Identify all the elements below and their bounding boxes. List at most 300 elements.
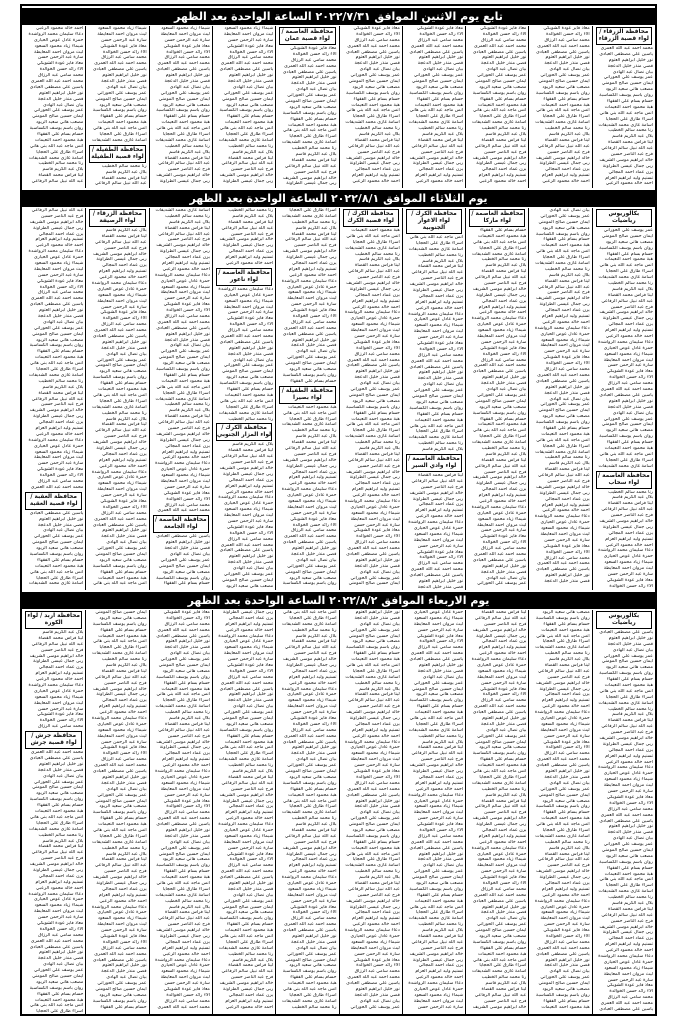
candidate-name: محمد سامي عبد الرزاق xyxy=(354,540,400,546)
candidate-name: اسامة غازي محمد الشديفات xyxy=(218,757,274,763)
candidate-name: ليث مروان احمد المعايطة xyxy=(160,786,210,792)
candidate-name: احمد خالد محمود الزعبي xyxy=(36,885,84,891)
candidate-name: لينا فراس محمد القضاة xyxy=(481,987,527,992)
candidate-name: معاذ فايز عودة الشوبكي xyxy=(416,549,464,555)
candidate-name: احمد خالد محمود الزعبي xyxy=(162,763,210,769)
candidate-name: شيماء زياد محمود السعود xyxy=(34,261,84,267)
candidate-name: ليث مروان احمد المعايطة xyxy=(603,971,653,977)
candidate-name: خالد ابراهيم موسى الشريف xyxy=(282,845,337,851)
candidate-name: مصعب هاني سعيد الزيود xyxy=(99,369,147,375)
candidate-name: حمزة عادل عوض الحياري xyxy=(413,525,464,531)
candidate-name: شيماء زياد محمود السعود xyxy=(604,351,653,357)
candidate-name: اسامة غازي محمد الشديفات xyxy=(471,251,527,257)
candidate-name: دعاء سليمان محمد الرواشدة xyxy=(155,272,210,278)
candidate-name: عبد الله نبيل سالم الرفاعي xyxy=(538,143,590,149)
candidate-name: معاذ فايز عودة الشوبكي xyxy=(226,851,274,857)
candidate-name: سارة عبد الرحمن حسن xyxy=(354,522,400,528)
candidate-name: عمر يوسف علي الحوراني xyxy=(350,627,400,633)
candidate-name: انس ماجد عبد الله بني هاني xyxy=(346,108,400,114)
candidate-name: ليث مروان احمد المعايطة xyxy=(477,522,527,528)
candidate-name: رنا محمد سالم الخطيب xyxy=(38,161,84,167)
candidate-name: قصي منذر خليل الدعجة xyxy=(544,774,590,780)
candidate-name: ربى جمال عيسى الطراونة xyxy=(159,249,210,255)
candidate-name: بيان نضال عبد الهادي xyxy=(233,84,274,90)
candidate-name: اسراء طارق علي الحجايا xyxy=(479,245,527,251)
candidate-name: روان باسم يوسف الكساسبة xyxy=(282,372,337,378)
candidate-name: ليث مروان احمد المعايطة xyxy=(34,49,84,55)
candidate-name: سارة عبد الرحمن حسن xyxy=(291,510,337,516)
candidate-name: بيان نضال عبد الهادي xyxy=(549,780,590,786)
candidate-name: رنا محمد سالم الخطيب xyxy=(608,489,653,495)
candidate-name: ياسين علي مصطفى العبادي xyxy=(219,548,274,554)
candidate-name: آلاء رائد حسن الخوالدة xyxy=(103,751,147,757)
candidate-name: ربى جمال عيسى الطراونة xyxy=(286,663,337,669)
candidate-name: اسراء طارق علي الحجايا xyxy=(162,886,210,892)
candidate-name: آلاء رائد حسن الخوالدة xyxy=(166,496,210,502)
candidate-name: روان باسم يوسف الكساسبة xyxy=(282,581,337,587)
candidate-name: هبة محمود احمد النعيمات xyxy=(98,822,147,828)
candidate-name: خالد ابراهيم موسى الشريف xyxy=(536,484,590,490)
candidate-name: آلاء رائد حسن الخوالدة xyxy=(546,745,590,751)
candidate-name: بيان نضال عبد الهادي xyxy=(486,67,527,73)
candidate-name: ايمان حسين صالح المومني xyxy=(348,822,400,828)
candidate-name: ربى جمال عيسى الطراونة xyxy=(96,880,147,886)
candidate-name: انس ماجد عبد الله بني هاني xyxy=(409,716,464,722)
candidate-name: انس ماجد عبد الله بني هاني xyxy=(599,451,653,457)
candidate-name: شيماء زياد محمود السعود xyxy=(351,510,400,516)
candidate-name: مصعب هاني سعيد الزيود xyxy=(605,665,653,671)
candidate-name: رنا محمد سالم الخطيب xyxy=(481,257,527,263)
name-column xyxy=(85,26,148,188)
candidate-name: ربى جمال عيسى الطراونة xyxy=(412,957,464,963)
candidate-name: ايمان حسين صالح المومني xyxy=(475,398,527,404)
candidate-name: عبد الله نبيل سالم الرفاعي xyxy=(94,181,147,187)
candidate-name: اسراء طارق علي الحجايا xyxy=(605,883,653,889)
candidate-name: مصعب هاني سعيد الزيود xyxy=(162,361,210,367)
candidate-name: شيماء زياد محمود السعود xyxy=(477,857,527,863)
candidate-name: روان باسم يوسف الكساسبة xyxy=(472,90,527,96)
candidate-name: محمد احمد عبد الله العمري xyxy=(220,334,274,340)
candidate-name: رنا محمد سالم الخطيب xyxy=(355,869,400,875)
candidate-name: يزن عماد احمد المجالي xyxy=(102,263,147,269)
candidate-name: ليث مروان احمد المعايطة xyxy=(97,922,147,928)
candidate-name: بيان نضال عبد الهادي xyxy=(296,757,337,763)
candidate-name: اسراء طارق علي الحجايا xyxy=(416,114,464,120)
candidate-name: قصي منذر خليل الدعجة xyxy=(101,969,147,975)
candidate-name: ايمان حسين صالح المومني xyxy=(285,769,337,775)
candidate-name: بيان نضال عبد الهادي xyxy=(106,540,147,546)
candidate-name: معاذ فايز عودة الشوبكي xyxy=(100,498,147,504)
candidate-name: ليث مروان احمد المعايطة xyxy=(540,531,590,537)
candidate-name: حمزة عادل عوض الحياري xyxy=(97,910,147,916)
candidate-name: رنا محمد سالم الخطيب xyxy=(101,163,147,169)
candidate-name: اسامة غازي محمد الشديفات xyxy=(598,122,653,128)
candidate-name: ربى جمال عيسى الطراونة xyxy=(476,481,527,487)
candidate-name: ياسين علي مصطفى العبادي xyxy=(599,1007,653,1012)
candidate-name: خالد ابراهيم موسى الشريف xyxy=(599,310,653,316)
candidate-name: محمد سامي عبد الرزاق xyxy=(101,757,147,763)
candidate-name: نور خليل ابراهيم العتوم xyxy=(165,540,210,546)
candidate-name: بيان نضال عبد الهادي xyxy=(486,575,527,581)
candidate-name: لينا فراس محمد القضاة xyxy=(481,610,527,615)
candidate-name: رنا محمد سالم الخطيب xyxy=(291,1004,337,1010)
candidate-name: احمد خالد محمود الزعبي xyxy=(225,489,274,495)
candidate-name: ليث مروان احمد المعايطة xyxy=(413,810,464,816)
candidate-name: فرح عبد الناصر حسين xyxy=(104,434,147,440)
candidate-name: رنا محمد سالم الخطيب xyxy=(291,627,337,633)
candidate-name: عمر يوسف علي الحوراني xyxy=(34,534,84,540)
candidate-name: لينا فراس محمد القضاة xyxy=(354,880,400,886)
candidate-name: انس ماجد عبد الله بني هاني xyxy=(599,688,653,694)
candidate-name: معاذ فايز عودة الشوبكي xyxy=(606,983,653,989)
candidate-name: احمد خالد محمود الزعبي xyxy=(352,733,400,739)
district-header: محافظة العقبة / لواء قصبة العقبة xyxy=(25,492,82,510)
candidate-name: لينا فراس محمد القضاة xyxy=(101,175,147,181)
candidate-name: لينا فراس محمد القضاة xyxy=(165,910,210,916)
candidate-name: فرح عبد الناصر حسين xyxy=(547,674,590,680)
candidate-name: محمد احمد عبد الله العمري xyxy=(347,786,400,792)
candidate-name: يزن عماد احمد المجالي xyxy=(418,167,464,173)
candidate-name: سارة عبد الرحمن حسن xyxy=(37,706,84,712)
candidate-name: ربى جمال عيسى الطراونة xyxy=(602,524,653,530)
candidate-name: يزن عماد احمد المجالي xyxy=(38,873,84,879)
candidate-name: انس ماجد عبد الله بني هاني xyxy=(283,410,337,416)
candidate-name: بيان نضال عبد الهادي xyxy=(169,839,210,845)
candidate-name: قصي منذر خليل الدعجة xyxy=(607,63,653,69)
candidate-name: سارة عبد الرحمن حسن xyxy=(101,304,147,310)
candidate-name: ياسين علي مصطفى العبادي xyxy=(282,739,337,745)
name-column xyxy=(22,208,85,590)
candidate-name: تسنيم وليد ابراهيم العزام xyxy=(225,255,274,261)
candidate-name: شيماء زياد محمود السعود xyxy=(224,298,274,304)
candidate-name: ربى جمال عيسى الطراونة xyxy=(33,414,84,420)
candidate-name: هبة محمود احمد النعيمات xyxy=(478,763,527,769)
candidate-name: عبد الله نبيل سالم الرفاعي xyxy=(601,298,653,304)
candidate-name: حسام بسام علي الفقهاء xyxy=(37,349,84,355)
candidate-name: تسنيم وليد ابراهيم العزام xyxy=(225,483,274,489)
candidate-name: حمزة عادل عوض الحياري xyxy=(350,745,400,751)
candidate-name: روان باسم يوسف الكساسبة xyxy=(346,90,400,96)
candidate-name: روان باسم يوسف الكساسبة xyxy=(156,863,210,869)
day-banner-wednesday: يوم الاربعاء الموافق ٢٠٢٢/٨/٢ الساعة الواحدة بعد الظهر xyxy=(22,592,655,609)
candidate-name: معاذ فايز عودة الشوبكي xyxy=(353,957,400,963)
candidate-name: عمر يوسف علي الحوراني xyxy=(97,792,147,798)
candidate-name: حسام بسام علي الفقهاء xyxy=(226,114,274,120)
candidate-name: ايمان حسين صالح المومني xyxy=(348,633,400,639)
candidate-name: ايمان حسين صالح المومني xyxy=(95,798,147,804)
candidate-name: بيان نضال عبد الهادي xyxy=(549,67,590,73)
name-column xyxy=(592,26,655,188)
candidate-name: احمد خالد محمود الزعبي xyxy=(162,951,210,957)
candidate-name: حمزة عادل عوض الحياري xyxy=(287,493,337,499)
candidate-name: معاذ فايز عودة الشوبكي xyxy=(416,822,464,828)
candidate-name: بيان نضال عبد الهادي xyxy=(106,786,147,792)
candidate-name: سارة عبد الرحمن حسن xyxy=(227,310,274,316)
candidate-name: اسراء طارق علي الحجايا xyxy=(36,1009,84,1014)
candidate-name: ربى جمال عيسى الطراونة xyxy=(222,243,274,249)
candidate-name: بيان نضال عبد الهادي xyxy=(106,84,147,90)
candidate-name: قصي منذر خليل الدعجة xyxy=(101,780,147,786)
candidate-name: عمر يوسف علي الحوراني xyxy=(160,657,210,663)
candidate-name: آلاء رائد حسن الخوالدة xyxy=(482,692,527,698)
candidate-name: قصي منذر خليل الدعجة xyxy=(544,390,590,396)
candidate-name: آلاء رائد حسن الخوالدة xyxy=(356,345,400,351)
candidate-name: رنا محمد سالم الخطيب xyxy=(355,126,400,132)
candidate-name: روان باسم يوسف الكساسبة xyxy=(92,998,147,1004)
candidate-name: مصعب هاني سعيد الزيود xyxy=(352,827,400,833)
candidate-name: خالد ابراهيم موسى الشريف xyxy=(472,286,527,292)
candidate-name: عمر يوسف علي الحوراني xyxy=(477,392,527,398)
candidate-name: بلال عبد الكريم قاسم xyxy=(612,495,653,501)
candidate-name: بلال عبد الكريم قاسم xyxy=(485,792,527,798)
candidate-name: هبة محمود احمد النعيمات xyxy=(604,683,653,689)
candidate-name: سارة عبد الرحمن حسن xyxy=(354,334,400,340)
candidate-name: رنا محمد سالم الخطيب xyxy=(481,786,527,792)
candidate-name: لينا فراس محمد القضاة xyxy=(544,663,590,669)
candidate-name: تسنيم وليد ابراهيم العزام xyxy=(605,942,653,948)
candidate-name: سارة عبد الرحمن حسن xyxy=(417,816,464,822)
candidate-name: ليث مروان احمد المعايطة xyxy=(350,516,400,522)
candidate-name: روان باسم يوسف الكساسبة xyxy=(599,671,653,677)
candidate-name: بلال عبد الكريم قاسم xyxy=(548,272,590,278)
candidate-name: احمد خالد محمود الزعبي xyxy=(479,310,527,316)
candidate-name: حسام بسام علي الفقهاء xyxy=(416,411,464,417)
candidate-name: اسراء طارق علي الحجايا xyxy=(479,434,527,440)
candidate-name: قصي منذر خليل الدعجة xyxy=(354,804,400,810)
candidate-name: خالد ابراهيم موسى الشريف xyxy=(29,408,84,414)
candidate-name: حسام بسام علي الفقهاء xyxy=(543,425,590,431)
candidate-name: لينا فراس محمد القضاة xyxy=(291,440,337,446)
candidate-name: اسراء طارق علي الحجايا xyxy=(99,398,147,404)
candidate-name: آلاء رائد حسن الخوالدة xyxy=(229,668,274,674)
candidate-name: روان باسم يوسف الكساسبة xyxy=(92,375,147,381)
candidate-name: ياسين علي مصطفى العبادي xyxy=(219,875,274,881)
candidate-name: احمد خالد محمود الزعبي xyxy=(289,272,337,278)
candidate-name: محمد سامي عبد الرزاق xyxy=(544,751,590,757)
candidate-name: روان باسم يوسف الكساسبة xyxy=(92,810,147,816)
candidate-name: يزن عماد احمد المجالي xyxy=(355,292,400,298)
candidate-name: روان باسم يوسف الكساسبة xyxy=(599,245,653,251)
candidate-name: ربى جمال عيسى الطراونة xyxy=(349,161,400,167)
candidate-name: بلال عبد الكريم قاسم xyxy=(612,712,653,718)
candidate-name: حمزة عادل عوض الحياري xyxy=(34,443,84,449)
candidate-name: ليث مروان احمد المعايطة xyxy=(97,487,147,493)
candidate-name: محمد سامي عبد الرزاق xyxy=(38,932,84,938)
candidate-name: تسنيم وليد ابراهيم العزام xyxy=(478,304,527,310)
candidate-name: حمزة عادل عوض الحياري xyxy=(603,554,653,560)
candidate-name: اسراء طارق علي الحجايا xyxy=(352,428,400,434)
candidate-name: ربى جمال عيسى الطراونة xyxy=(96,445,147,451)
candidate-name: سارة عبد الرحمن حسن xyxy=(607,363,653,369)
candidate-name: عبد الله نبيل سالم الرفاعي xyxy=(31,179,84,185)
candidate-name: ليث مروان احمد المعايطة xyxy=(413,621,464,627)
candidate-name: روان باسم يوسف الكساسبة xyxy=(156,575,210,581)
candidate-name: لينا فراس محمد القضاة xyxy=(481,137,527,143)
candidate-name: ياسين علي مصطفى العبادي xyxy=(346,981,400,987)
candidate-name: خالد ابراهيم موسى الشريف xyxy=(472,155,527,161)
candidate-name: اسامة غازي محمد الشديفات xyxy=(28,581,84,587)
candidate-name: ياسين علي مصطفى العبادي xyxy=(599,630,653,635)
candidate-name: عمر يوسف علي الحوراني xyxy=(287,763,337,769)
candidate-name: دعاء سليمان محمد الرواشدة xyxy=(28,31,84,37)
candidate-name: روان باسم يوسف الكساسبة xyxy=(92,621,147,627)
candidate-name: رنا محمد سالم الخطيب xyxy=(165,710,210,716)
candidate-name: هبة محمود احمد النعيمات xyxy=(541,627,590,633)
candidate-name: بلال عبد الكريم قاسم xyxy=(295,152,337,158)
candidate-name: ياسين علي مصطفى العبادي xyxy=(282,331,337,337)
candidate-name: ايمان حسين صالح المومني xyxy=(411,875,464,881)
candidate-name: حسام بسام علي الفقهاء xyxy=(100,627,147,633)
candidate-name: يزن عماد احمد المجالي xyxy=(228,992,274,998)
candidate-name: ايمان حسين صالح المومني xyxy=(221,716,274,722)
candidate-name: رنا محمد سالم الخطيب xyxy=(544,651,590,657)
candidate-name: فرح عبد الناصر حسين xyxy=(230,231,274,237)
name-column xyxy=(339,26,402,188)
candidate-name: محمد سامي عبد الرزاق xyxy=(544,939,590,945)
candidate-name: آلاء رائد حسن الخوالدة xyxy=(419,639,464,645)
candidate-name: حمزة عادل عوض الحياري xyxy=(350,933,400,939)
candidate-name: بلال عبد الكريم قاسم xyxy=(358,257,400,263)
candidate-name: بيان نضال عبد الهادي xyxy=(612,836,653,842)
candidate-name: بيان نضال عبد الهادي xyxy=(233,566,274,572)
candidate-name: انس ماجد عبد الله بني هاني xyxy=(156,880,210,886)
candidate-name: ياسين علي مصطفى العبادي xyxy=(219,339,274,345)
candidate-name: حمزة عادل عوض الحياري xyxy=(603,771,653,777)
candidate-name: اسراء طارق علي الحجايا xyxy=(36,149,84,155)
candidate-name: اسامة غازي محمد الشديفات xyxy=(92,839,147,845)
candidate-name: عبد الله نبيل سالم الرفاعي xyxy=(94,239,147,245)
candidate-name: عمر يوسف علي الحوراني xyxy=(287,355,337,361)
candidate-name: محمد سامي عبد الرزاق xyxy=(607,381,653,387)
candidate-name: معاذ فايز عودة الشوبكي xyxy=(163,43,210,49)
candidate-name: مصعب هاني سعيد الزيود xyxy=(162,668,210,674)
candidate-name: هبة محمود احمد النعيمات xyxy=(98,387,147,393)
candidate-name: هبة محمود احمد النعيمات xyxy=(224,739,274,745)
candidate-name: معاذ فايز عودة الشوبكي xyxy=(353,528,400,534)
candidate-name: عمر يوسف علي الحوراني xyxy=(223,363,274,369)
candidate-name: آلاء رائد حسن الخوالدة xyxy=(546,933,590,939)
candidate-name: عمر يوسف علي الحوراني xyxy=(603,416,653,422)
candidate-name: روان باسم يوسف الكساسبة xyxy=(535,420,590,426)
candidate-name: آلاء رائد حسن الخوالدة xyxy=(546,31,590,37)
candidate-name: شيماء زياد محمود السعود xyxy=(224,507,274,513)
candidate-name: حسام بسام علي الفقهاء xyxy=(100,569,147,575)
candidate-name: نور خليل ابراهيم العتوم xyxy=(482,563,527,569)
candidate-name: معاذ فايز عودة الشوبكي xyxy=(163,987,210,992)
name-column xyxy=(22,26,85,188)
candidate-name: روان باسم يوسف الكساسبة xyxy=(29,551,84,557)
candidate-name: حسام بسام علي الفقهاء xyxy=(543,621,590,627)
candidate-name: تسنيم وليد ابراهيم العزام xyxy=(415,173,464,179)
candidate-name: بيان نضال عبد الهادي xyxy=(43,319,84,325)
candidate-name: حمزة عادل عوض الحياري xyxy=(413,798,464,804)
candidate-name: تسنيم وليد ابراهيم العزام xyxy=(478,493,527,499)
candidate-name: معاذ فايز عودة الشوبكي xyxy=(543,26,590,31)
candidate-name: احمد خالد محمود الزعبي xyxy=(99,898,147,904)
candidate-name: حمزة عادل عوض الحياري xyxy=(413,317,464,323)
candidate-name: محمد احمد عبد الله العمري xyxy=(410,43,464,49)
candidate-name: محمد احمد عبد الله العمري xyxy=(537,372,590,378)
candidate-name: خالد ابراهيم موسى الشريف xyxy=(156,739,210,745)
candidate-name: بلال عبد الكريم قاسم xyxy=(485,132,527,138)
candidate-name: احمد خالد محمود الزعبي xyxy=(542,319,590,325)
candidate-name: ياسين علي مصطفى العبادي xyxy=(93,957,147,963)
candidate-name: مصعب هاني سعيد الزيود xyxy=(352,84,400,90)
candidate-name: آلاء رائد حسن الخوالدة xyxy=(609,375,653,381)
candidate-name: ليث مروان احمد المعايطة xyxy=(350,328,400,334)
candidate-name: مصعب هاني سعيد الزيود xyxy=(225,375,274,381)
candidate-name: اسراء طارق علي الحجايا xyxy=(416,429,464,435)
candidate-name: اسراء طارق علي الحجايا xyxy=(352,239,400,245)
candidate-name: انس ماجد عبد الله بني هاني xyxy=(156,126,210,132)
candidate-name: فرح عبد الناصر حسين xyxy=(104,680,147,686)
candidate-name: قصي منذر خليل الدعجة xyxy=(101,534,147,540)
candidate-name: يزن عماد احمد المجالي xyxy=(165,751,210,757)
candidate-name: هبة محمود احمد النعيمات xyxy=(288,122,337,128)
candidate-name: محمد احمد عبد الله العمري xyxy=(537,945,590,951)
candidate-name: بلال عبد الكريم قاسم xyxy=(232,442,274,448)
candidate-name: بيان نضال عبد الهادي xyxy=(359,569,400,575)
candidate-name: روان باسم يوسف الكساسبة xyxy=(409,90,464,96)
candidate-name: ياسين علي مصطفى العبادي xyxy=(156,67,210,73)
district-header: محافظة الزرقاء / لواء قصبة الزرقاء xyxy=(596,27,652,45)
candidate-name: عبد الله نبيل سالم الرفاعي xyxy=(348,143,400,149)
name-column xyxy=(402,26,465,188)
candidate-name: قصي منذر خليل الدعجة xyxy=(417,376,464,382)
candidate-name: شيماء زياد محمود السعود xyxy=(161,26,210,31)
candidate-name: عبد الله نبيل سالم الرفاعي xyxy=(601,146,653,152)
candidate-name: روان باسم يوسف الكساسبة xyxy=(346,645,400,651)
candidate-name: ربى جمال عيسى الطراونة xyxy=(412,496,464,502)
candidate-name: انس ماجد عبد الله بني هاني xyxy=(29,814,84,820)
candidate-name: ربى جمال عيسى الطراونة xyxy=(539,875,590,881)
candidate-name: خالد ابراهيم موسى الشريف xyxy=(219,465,274,471)
candidate-name: اسراء طارق علي الحجايا xyxy=(289,416,337,422)
candidate-name: دعاء سليمان محمد الرواشدة xyxy=(408,792,464,798)
candidate-name: محمد سامي عبد الرزاق xyxy=(417,352,464,358)
candidate-name: ليث مروان احمد المعايطة xyxy=(477,863,527,869)
candidate-name: احمد خالد محمود الزعبي xyxy=(99,463,147,469)
candidate-name: عمر يوسف علي الحوراني xyxy=(97,981,147,987)
candidate-name: بيان نضال عبد الهادي xyxy=(549,208,590,213)
candidate-name: اسراء طارق علي الحجايا xyxy=(479,963,527,969)
candidate-name: بلال عبد الكريم قاسم xyxy=(169,149,210,155)
candidate-name: نور خليل ابراهيم العتوم xyxy=(608,635,653,641)
candidate-name: اسراء طارق علي الحجايا xyxy=(416,910,464,916)
candidate-name: مصعب هاني سعيد الزيود xyxy=(289,367,337,373)
candidate-name: اسامة غازي محمد الشديفات xyxy=(598,889,653,895)
candidate-name: بيان نضال عبد الهادي xyxy=(169,343,210,349)
candidate-name: احمد خالد محمود الزعبي xyxy=(289,481,337,487)
candidate-name: رنا محمد سالم الخطيب xyxy=(165,213,210,219)
candidate-name: نور خليل ابراهيم العتوم xyxy=(102,528,147,534)
candidate-name: خالد ابراهيم موسى الشريف xyxy=(156,243,210,249)
candidate-name: هبة محمود احمد النعيمات xyxy=(541,431,590,437)
candidate-name: ربى جمال عيسى الطراونة xyxy=(349,904,400,910)
candidate-name: حمزة عادل عوض الحياري xyxy=(350,316,400,322)
candidate-name: محمد سامي عبد الرزاق xyxy=(164,810,210,816)
candidate-name: آلاء رائد حسن الخوالدة xyxy=(39,718,84,724)
candidate-name: لينا فراس محمد القضاة xyxy=(354,692,400,698)
candidate-name: محمد سامي عبد الرزاق xyxy=(227,536,274,542)
candidate-name: بلال عبد الكريم قاسم xyxy=(358,875,400,881)
candidate-name: محمد سامي عبد الرزاق xyxy=(544,37,590,43)
candidate-name: روان باسم يوسف الكساسبة xyxy=(599,859,653,865)
candidate-name: ايمان حسين صالح المومني xyxy=(538,792,590,798)
candidate-name: يزن عماد احمد المجالي xyxy=(38,231,84,237)
candidate-name: عبد الله نبيل سالم الرفاعي xyxy=(94,863,147,869)
candidate-name: مصعب هاني سعيد الزيود xyxy=(99,804,147,810)
